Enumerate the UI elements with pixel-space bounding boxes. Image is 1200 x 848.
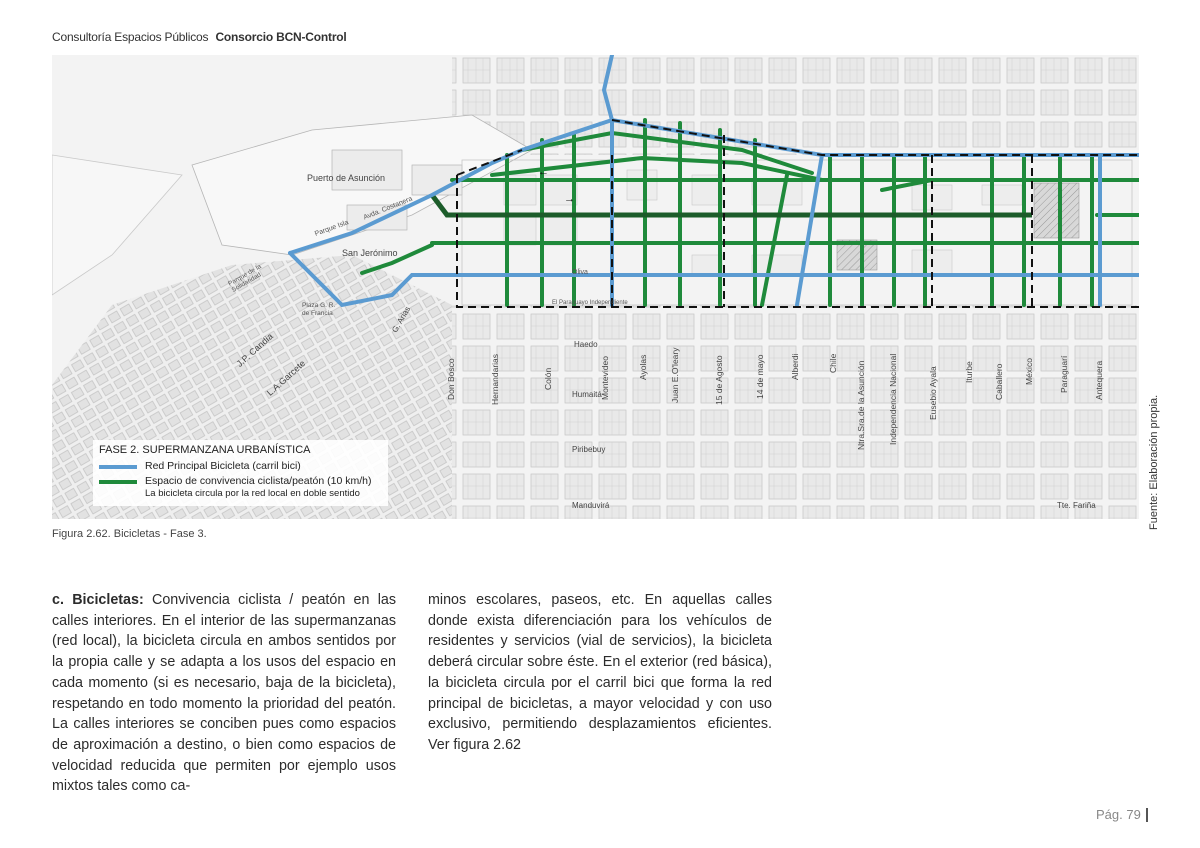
bicycle-map-figure xyxy=(52,55,1139,519)
street-juan-e-oleary: Juan E.O'leary xyxy=(670,347,680,403)
label-plaza: Plaza G. R. de Francia xyxy=(302,302,336,317)
street-asuncion: Ntra.Sra.de la Asunción xyxy=(856,360,866,450)
label-haedo: Haedo xyxy=(574,340,598,349)
legend-row-bike-network xyxy=(99,460,382,472)
label-tte-farina: Tte. Fariña xyxy=(1057,501,1096,510)
legend-label-coexistence-main: Espacio de convivencia ciclista/peatón (10 km/h) xyxy=(145,475,372,487)
page-header xyxy=(52,30,347,44)
label-san-jeronimo: San Jerónimo xyxy=(342,248,398,258)
svg-text:←: ← xyxy=(538,166,549,178)
street-montevideo: Montevideo xyxy=(600,356,610,400)
header-consultancy: Consultoría Espacios Públicos xyxy=(52,30,209,44)
label-puerto: Puerto de Asunción xyxy=(307,173,386,183)
label-g-arias: G. Arias xyxy=(390,304,413,335)
street-15-de-agosto: 15 de Agosto xyxy=(714,355,724,405)
street-independencia: Independencia Nacional xyxy=(888,353,898,445)
street-caballero: Caballero xyxy=(994,363,1004,400)
label-el-paraguayo: El Paraguayo Independiente xyxy=(552,300,628,306)
street-chile: Chile xyxy=(828,353,838,373)
legend-label-coexistence xyxy=(145,475,371,499)
body-text-2: minos escolares, paseos, etc. En aquellas calles donde exista diferenciación para los vehículos de residentes y servicios (vial de servicios), la bicicleta deberá circular sobre éste. En el exterior (red básica), la bicicleta circula por el carril bici que forma la red principal de bicicletas, a mayor velocidad y con uso exclusivo, permitiendo desplazamientos eficientes. Ver figura 2.62 xyxy=(428,592,772,753)
label-piribebuy: Piribebuy xyxy=(572,445,606,454)
street-colon: Colón xyxy=(543,367,553,390)
body-column-2 xyxy=(428,590,772,756)
label-humaita: Humaitá xyxy=(572,390,602,399)
street-hernandarias: Hernandarias xyxy=(490,353,500,405)
label-jp-candia: J.P. Candia xyxy=(234,331,275,369)
street-antequera: Antequera xyxy=(1094,360,1104,400)
legend-label-bike-network: Red Principal Bicicleta (carril bici) xyxy=(145,460,301,472)
legend-label-coexistence-sub: La bicicleta circula por la red local en doble sentido xyxy=(145,488,360,499)
page-number-bar xyxy=(1146,808,1148,822)
map-legend xyxy=(93,440,388,506)
body-text-1: Convivencia ciclista / peatón en las calles interiores. En el interior de las supermanzanas (red local), la bicicleta circula en ambos sentidos por la propia calle y se adapta a los usos del espacio en cada momento (si es necesario, baja de la bicicleta), respetando en todo momento la prioridad del peatón. La calles interiores se conciben pues como espacios de aproximación a destino, o bien como espacios de velocidad reducida que permiten por ejemplo usos mixtos tales como ca- xyxy=(52,592,396,795)
label-parque-isla: Parque Isla xyxy=(313,219,350,238)
street-14-de-mayo: 14 de mayo xyxy=(755,354,765,399)
label-parque: Parque de la Solidaridad xyxy=(227,263,263,294)
body-column-1 xyxy=(52,590,396,797)
legend-swatch-blue xyxy=(99,465,137,469)
street-alberdi: Alberdi xyxy=(790,353,800,380)
svg-text:→: → xyxy=(564,193,575,205)
legend-title: FASE 2. SUPERMANZANA URBANÍSTICA xyxy=(99,444,311,456)
label-oliva: Oliva xyxy=(572,269,588,276)
section-heading: c. Bicicletas: xyxy=(52,592,144,608)
label-avenida: Avda. Costanera xyxy=(362,195,414,222)
legend-row-coexistence xyxy=(99,475,382,499)
street-paraguari: Paraguarí xyxy=(1059,355,1069,393)
label-manduvira: Manduvirá xyxy=(572,501,610,510)
street-iturbe: Iturbe xyxy=(964,361,974,383)
figure-source: Fuente: Elaboración propia. xyxy=(1148,394,1160,530)
legend-swatch-green xyxy=(99,480,137,484)
street-ayolas: Ayolas xyxy=(638,354,648,380)
street-eusebio-ayala: Eusebio Ayala xyxy=(928,366,938,420)
label-la-garcete: L.A.Garcete xyxy=(264,358,308,398)
header-consortium: Consorcio BCN-Control xyxy=(215,30,347,44)
page-number: Pág. 79 xyxy=(1096,807,1141,822)
street-don-bosco: Don Bosco xyxy=(446,358,456,400)
figure-caption: Figura 2.62. Bicicletas - Fase 3. xyxy=(52,528,207,540)
street-mexico: México xyxy=(1024,358,1034,385)
